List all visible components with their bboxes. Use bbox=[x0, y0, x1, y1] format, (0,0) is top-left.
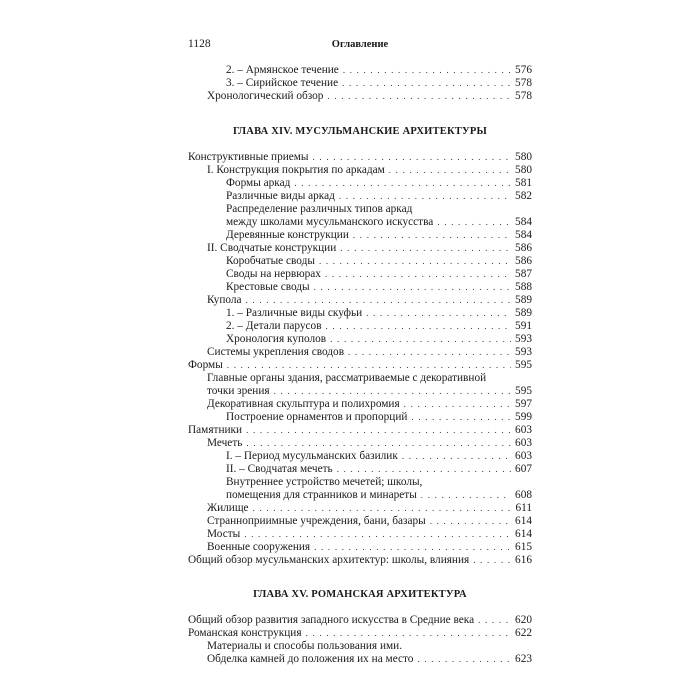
running-title: Оглавление bbox=[331, 39, 389, 50]
toc-entry: Формы . . . 595 bbox=[188, 359, 532, 372]
toc-entry-line1: Распределение различных типов аркад bbox=[226, 203, 413, 215]
toc-entry: Хронологический обзор . . . 578 bbox=[207, 90, 532, 103]
toc-entry: Различные виды аркад . . . 582 bbox=[226, 190, 532, 203]
toc-entry-line1: Главные органы здания, рассматриваемые с декоративной bbox=[207, 372, 487, 384]
chapter-heading: ГЛАВА XV. РОМАНСКАЯ АРХИТЕКТУРА bbox=[253, 589, 467, 600]
toc-entry: Военные сооружения . . . 615 bbox=[207, 541, 532, 554]
toc-entry: Общий обзор развития западного искусства в Средние века . . . 620 bbox=[188, 614, 532, 627]
toc-entry: Коробчатые своды . . . 586 bbox=[226, 255, 532, 268]
toc-entry: I. – Период мусульманских базилик . . . 603 bbox=[226, 450, 532, 463]
page-header bbox=[188, 38, 532, 54]
toc-entry: Крестовые своды . . . 588 bbox=[226, 281, 532, 294]
toc-entry: 1. – Различные виды скуфьи . . . 589 bbox=[226, 307, 532, 320]
toc-entry: точки зрения . . . 595 bbox=[207, 385, 532, 398]
toc-entry: между школами мусульманского искусства . . . 584 bbox=[226, 216, 532, 229]
toc-entry: помещения для странников и минареты . . . 608 bbox=[226, 489, 532, 502]
toc-entry-line1: Внутреннее устройство мечетей; школы, bbox=[226, 476, 423, 488]
page-number: 1128 bbox=[188, 38, 211, 50]
toc-entry: II. Сводчатые конструкции . . . 586 bbox=[207, 242, 532, 255]
toc-entry: Жилище . . . 611 bbox=[207, 502, 532, 515]
toc-entry: Хронология куполов . . . 593 bbox=[226, 333, 532, 346]
toc-entry: Общий обзор мусульманских архитектур: школы, влияния . . . 616 bbox=[188, 554, 532, 567]
toc-entry: 3. – Сирийское течение . . . 578 bbox=[226, 77, 532, 90]
toc-entry: Системы укрепления сводов . . . 593 bbox=[207, 346, 532, 359]
toc-entry: Купола . . . 589 bbox=[207, 294, 532, 307]
toc-entry: I. Конструкция покрытия по аркадам . . . 580 bbox=[207, 164, 532, 177]
toc-entry: Формы аркад . . . 581 bbox=[226, 177, 532, 190]
toc-entry: 2. – Детали парусов . . . 591 bbox=[226, 320, 532, 333]
toc-entry-line1: Материалы и способы пользования ими. bbox=[207, 640, 403, 652]
toc-entry: Декоративная скульптура и полихромия . . . 597 bbox=[207, 398, 532, 411]
toc-entry: Странноприимные учреждения, бани, базары . . . 614 bbox=[207, 515, 532, 528]
toc-entry: Деревянные конструкции . . . 584 bbox=[226, 229, 532, 242]
toc-entry: II. – Сводчатая мечеть . . . 607 bbox=[226, 463, 532, 476]
toc-entry: Своды на нервюрах . . . 587 bbox=[226, 268, 532, 281]
toc-entry: Обделка камней до положения их на место . . . 623 bbox=[207, 653, 532, 666]
toc-entry: 2. – Армянское течение . . . 576 bbox=[226, 64, 532, 77]
toc-entry: Построение орнаментов и пропорций . . . 599 bbox=[226, 411, 532, 424]
toc-entry: Романская конструкция . . . 622 bbox=[188, 627, 532, 640]
toc-entry: Конструктивные приемы . . . 580 bbox=[188, 151, 532, 164]
toc-entry: Мечеть . . . 603 bbox=[207, 437, 532, 450]
chapter-heading: ГЛАВА XIV. МУСУЛЬМАНСКИЕ АРХИТЕКТУРЫ bbox=[232, 126, 488, 137]
toc-entry: Мосты . . . 614 bbox=[207, 528, 532, 541]
toc-entry: Памятники . . . 603 bbox=[188, 424, 532, 437]
